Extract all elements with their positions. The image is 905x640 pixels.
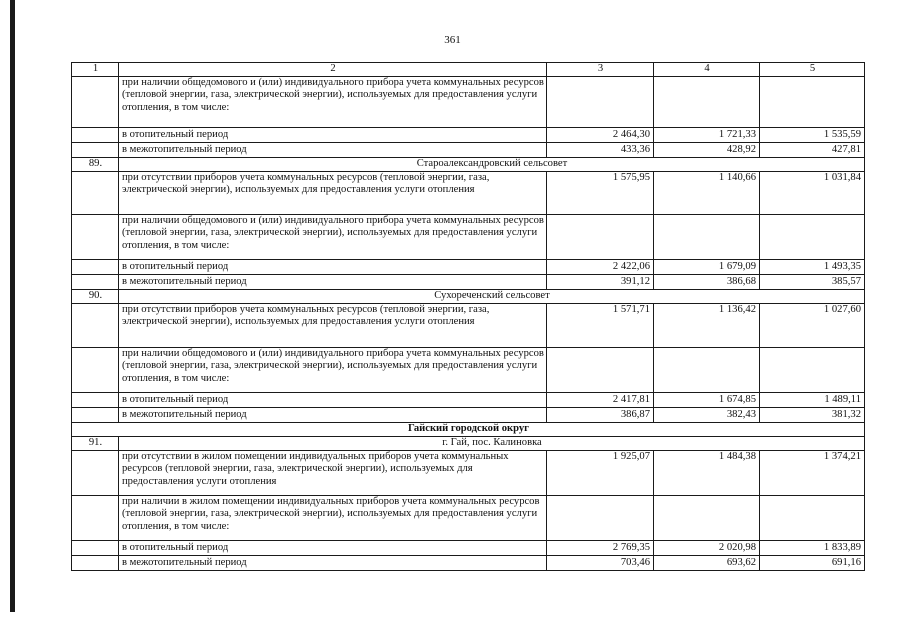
row-description: при отсутствии в жилом помещении индивидуальных приборов учета коммунальных ресурсов (тепловой энергии, газа, электрической энергии), используемых для предоставления услуги отопления [119, 450, 547, 495]
value-col-3: 2 417,81 [547, 392, 654, 407]
section-number: 89. [72, 157, 119, 171]
value-col-4: 1 674,85 [654, 392, 760, 407]
row-number-cell [72, 347, 119, 392]
period-row [72, 142, 865, 157]
value-col-3: 1 575,95 [547, 171, 654, 214]
value-col-3 [547, 76, 654, 127]
section-title: Сухореченский сельсовет [119, 289, 865, 303]
row-number-cell [72, 450, 119, 495]
period-row [72, 274, 865, 289]
row-description: при отсутствии приборов учета коммунальных ресурсов (тепловой энергии, газа, электрической энергии), используемых для предоставления услуги отопления [119, 303, 547, 347]
row-number-cell [72, 392, 119, 407]
value-col-5 [760, 214, 865, 259]
row-number-cell [72, 303, 119, 347]
value-col-5: 1 833,89 [760, 540, 865, 555]
value-col-3: 703,46 [547, 555, 654, 570]
tariff-table-body [72, 63, 865, 571]
value-col-5: 385,57 [760, 274, 865, 289]
value-col-4 [654, 495, 760, 540]
value-col-5 [760, 347, 865, 392]
condition-row [72, 76, 865, 127]
value-col-3 [547, 495, 654, 540]
period-row [72, 259, 865, 274]
value-col-3: 2 464,30 [547, 127, 654, 142]
row-description: при наличии общедомового и (или) индивидуального прибора учета коммунальных ресурсов (тепловой энергии, газа, электрической энергии), используемых для предоставления услуги отопления, в том числе: [119, 347, 547, 392]
period-row [72, 540, 865, 555]
column-header-row [72, 63, 865, 77]
row-description: при наличии в жилом помещении индивидуальных приборов учета коммунальных ресурсов (тепловой энергии, газа, электрической энергии), используемых для предоставления услуги отопления, в том числе: [119, 495, 547, 540]
page-number: 361 [444, 34, 461, 46]
row-number-cell [72, 127, 119, 142]
value-col-4: 1 484,38 [654, 450, 760, 495]
condition-row [72, 347, 865, 392]
value-col-5: 381,32 [760, 407, 865, 422]
row-description: в межотопительный период [119, 274, 547, 289]
row-description: при отсутствии приборов учета коммунальных ресурсов (тепловой энергии, газа, электрической энергии), используемых для предоставления услуги отопления [119, 171, 547, 214]
row-number-cell [72, 540, 119, 555]
value-col-5: 1 535,59 [760, 127, 865, 142]
column-header-5: 5 [760, 63, 865, 77]
value-col-4 [654, 76, 760, 127]
row-number-cell [72, 495, 119, 540]
value-col-3 [547, 214, 654, 259]
value-col-5: 1 031,84 [760, 171, 865, 214]
value-col-5: 427,81 [760, 142, 865, 157]
section-heading-row [72, 436, 865, 450]
value-col-4 [654, 347, 760, 392]
row-number-cell [72, 142, 119, 157]
tariff-table [71, 62, 865, 571]
row-description: в межотопительный период [119, 407, 547, 422]
value-col-3: 1 925,07 [547, 450, 654, 495]
row-number-cell [72, 407, 119, 422]
value-col-4 [654, 214, 760, 259]
period-row [72, 407, 865, 422]
row-number-cell [72, 259, 119, 274]
row-description: в отопительный период [119, 540, 547, 555]
value-col-5: 1 027,60 [760, 303, 865, 347]
condition-row [72, 171, 865, 214]
section-title: г. Гай, пос. Калиновка [119, 436, 865, 450]
value-col-4: 1 136,42 [654, 303, 760, 347]
condition-row [72, 303, 865, 347]
section-heading-row [72, 289, 865, 303]
row-description: в отопительный период [119, 392, 547, 407]
condition-row [72, 214, 865, 259]
value-col-5 [760, 495, 865, 540]
period-row [72, 555, 865, 570]
section-number: 91. [72, 436, 119, 450]
row-number-cell [72, 76, 119, 127]
column-header-3: 3 [547, 63, 654, 77]
section-number: 90. [72, 289, 119, 303]
row-description: в отопительный период [119, 127, 547, 142]
page-edge-bar [10, 0, 15, 612]
value-col-5 [760, 76, 865, 127]
row-description: в межотопительный период [119, 555, 547, 570]
row-number-cell [72, 171, 119, 214]
section-title: Староалександровский сельсовет [119, 157, 865, 171]
value-col-3: 391,12 [547, 274, 654, 289]
district-heading: Гайский городской округ [72, 422, 865, 436]
condition-row [72, 450, 865, 495]
value-col-3: 2 422,06 [547, 259, 654, 274]
row-description: в отопительный период [119, 259, 547, 274]
value-col-3: 433,36 [547, 142, 654, 157]
value-col-4: 2 020,98 [654, 540, 760, 555]
row-description: при наличии общедомового и (или) индивидуального прибора учета коммунальных ресурсов (тепловой энергии, газа, электрической энергии), используемых для предоставления услуги отопления, в том числе: [119, 76, 547, 127]
district-heading-row [72, 422, 865, 436]
condition-row [72, 495, 865, 540]
value-col-5: 1 489,11 [760, 392, 865, 407]
value-col-4: 1 721,33 [654, 127, 760, 142]
section-heading-row [72, 157, 865, 171]
value-col-3: 2 769,35 [547, 540, 654, 555]
column-header-2: 2 [119, 63, 547, 77]
value-col-5: 1 374,21 [760, 450, 865, 495]
value-col-5: 691,16 [760, 555, 865, 570]
value-col-3 [547, 347, 654, 392]
value-col-4: 386,68 [654, 274, 760, 289]
value-col-4: 382,43 [654, 407, 760, 422]
value-col-4: 1 679,09 [654, 259, 760, 274]
row-number-cell [72, 274, 119, 289]
value-col-4: 428,92 [654, 142, 760, 157]
column-header-1: 1 [72, 63, 119, 77]
row-number-cell [72, 214, 119, 259]
value-col-4: 693,62 [654, 555, 760, 570]
value-col-3: 1 571,71 [547, 303, 654, 347]
column-header-4: 4 [654, 63, 760, 77]
value-col-4: 1 140,66 [654, 171, 760, 214]
value-col-3: 386,87 [547, 407, 654, 422]
period-row [72, 127, 865, 142]
row-number-cell [72, 555, 119, 570]
period-row [72, 392, 865, 407]
value-col-5: 1 493,35 [760, 259, 865, 274]
row-description: при наличии общедомового и (или) индивидуального прибора учета коммунальных ресурсов (тепловой энергии, газа, электрической энергии), используемых для предоставления услуги отопления, в том числе: [119, 214, 547, 259]
row-description: в межотопительный период [119, 142, 547, 157]
